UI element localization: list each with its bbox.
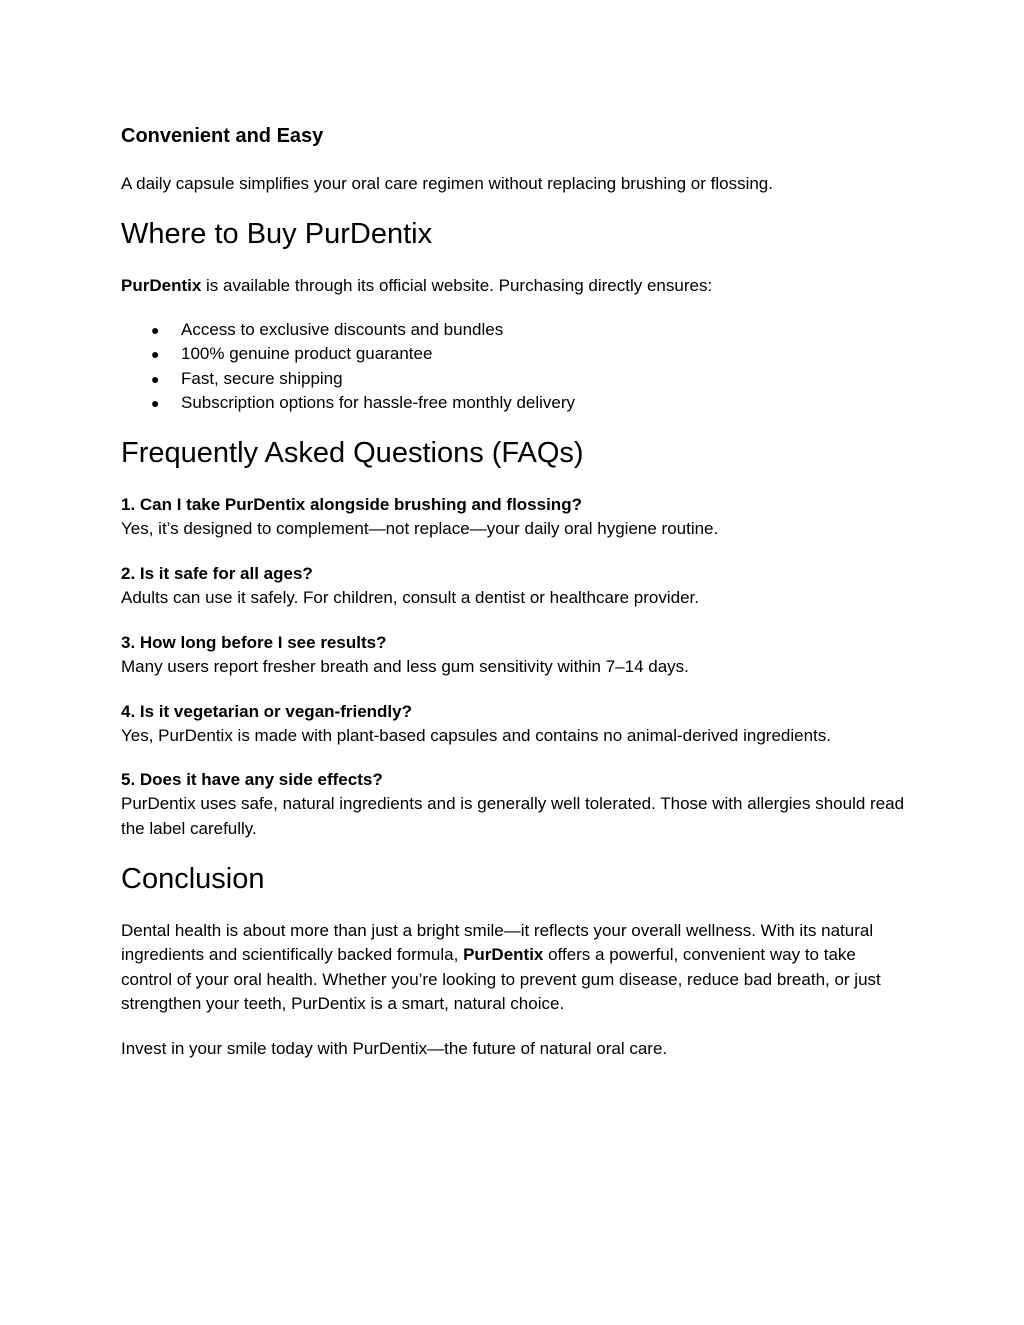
- conclusion-heading: Conclusion: [121, 863, 265, 895]
- bullet-icon: ●: [151, 370, 160, 387]
- bullet-icon: ●: [151, 322, 160, 338]
- where-to-buy-heading: Where to Buy PurDentix: [121, 218, 433, 250]
- convenient-heading: Convenient and Easy: [121, 125, 324, 147]
- faq-item-3: [121, 631, 911, 680]
- bullet-icon: ●: [151, 395, 160, 412]
- faq-question: 2. Is it safe for all ages?: [121, 564, 313, 583]
- convenient-text: A daily capsule simplifies your oral care regimen without replacing brushing or flossing.: [121, 174, 773, 193]
- purchase-benefits-list: [121, 318, 575, 416]
- faq-answer: Yes, PurDentix is made with plant-based capsules and contains no animal-derived ingredients.: [121, 726, 831, 746]
- faq-answer: Adults can use it safely. For children, consult a dentist or healthcare provider.: [121, 588, 699, 608]
- faq-item-1: [121, 493, 911, 542]
- bullet-icon: ●: [151, 346, 160, 363]
- faq-item-5: [121, 768, 911, 841]
- faqs-heading: Frequently Asked Questions (FAQs): [121, 437, 584, 469]
- faq-question: 5. Does it have any side effects?: [121, 770, 383, 789]
- conclusion-paragraph: Dental health is about more than just a bright smile—it reflects your overall wellness. With its natural ingredients and scientifically backed formula, PurDentix offers a powerful, convenient way to take control of your oral health. Whether you’re looking to prevent gum disease, reduce bad breath, or just strengthen your teeth, PurDentix is a smart, natural choice.: [121, 921, 881, 1014]
- faq-answer: PurDentix uses safe, natural ingredients and is generally well tolerated. Those with allergies should read the label carefully.: [121, 794, 905, 838]
- brand-name: PurDentix: [463, 945, 544, 965]
- faq-item-2: [121, 562, 911, 611]
- closing-paragraph: Invest in your smile today with PurDentix—the future of natural oral care.: [121, 1039, 668, 1058]
- faq-answer: Many users report fresher breath and less gum sensitivity within 7–14 days.: [121, 657, 689, 677]
- list-item: ● Subscription options for hassle-free monthly delivery: [121, 391, 575, 415]
- faq-question: 4. Is it vegetarian or vegan-friendly?: [121, 702, 412, 721]
- faq-question: 1. Can I take PurDentix alongside brushing and flossing?: [121, 495, 582, 514]
- where-to-buy-intro: [121, 274, 911, 298]
- faq-item-4: [121, 700, 911, 749]
- list-item: ● 100% genuine product guarantee: [121, 342, 575, 366]
- faq-answer: Yes, it’s designed to complement—not replace—your daily oral hygiene routine.: [121, 519, 719, 539]
- faq-question: 3. How long before I see results?: [121, 633, 387, 652]
- list-item: ● Access to exclusive discounts and bundles: [121, 318, 575, 342]
- where-to-buy-intro-text: is available through its official website. Purchasing directly ensures:: [201, 276, 713, 295]
- brand-name: PurDentix: [121, 276, 202, 295]
- list-item: ● Fast, secure shipping: [121, 367, 575, 391]
